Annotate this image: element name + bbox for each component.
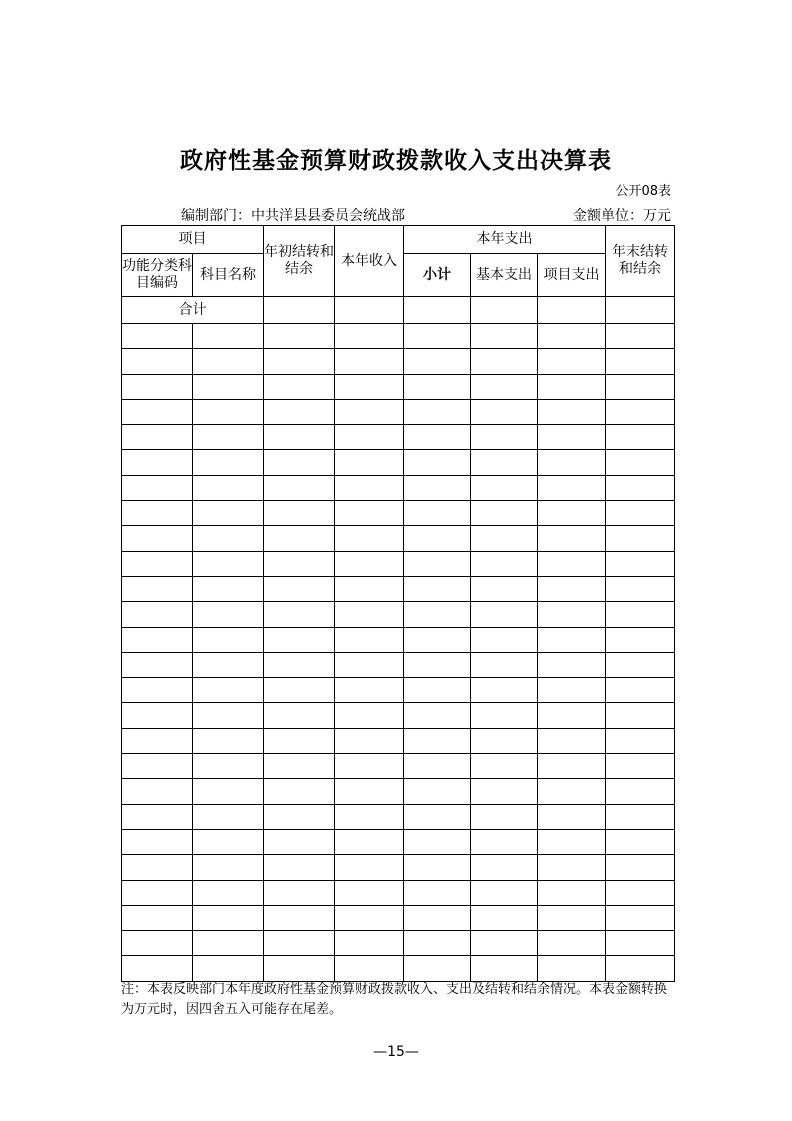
table-row <box>122 652 675 677</box>
table-cell <box>335 703 404 728</box>
table-cell <box>404 349 471 374</box>
table-cell <box>404 399 471 424</box>
table-cell <box>264 450 335 475</box>
table-cell <box>471 728 538 753</box>
table-cell <box>193 627 264 652</box>
table-cell <box>122 804 193 829</box>
header-row-1 <box>122 226 675 254</box>
table-cell <box>606 678 675 703</box>
table-cell <box>193 956 264 981</box>
table-cell <box>264 501 335 526</box>
table-cell <box>335 804 404 829</box>
table-cell <box>404 602 471 627</box>
table-cell <box>122 829 193 854</box>
table-cell <box>471 349 538 374</box>
header-project-expense: 项目支出 <box>538 254 606 297</box>
table-cell <box>122 754 193 779</box>
table-cell <box>193 931 264 956</box>
table-cell <box>193 829 264 854</box>
table-cell <box>264 399 335 424</box>
table-cell <box>538 804 606 829</box>
table-cell <box>538 627 606 652</box>
table-cell <box>264 880 335 905</box>
table-cell <box>122 627 193 652</box>
table-cell <box>264 855 335 880</box>
table-cell <box>538 855 606 880</box>
table-cell <box>193 779 264 804</box>
header-func-code: 功能分类科目编码 <box>122 254 193 297</box>
table-cell <box>538 956 606 981</box>
table-cell <box>538 399 606 424</box>
table-cell <box>606 450 675 475</box>
table-cell <box>404 905 471 930</box>
table-cell <box>606 829 675 854</box>
table-cell <box>335 779 404 804</box>
table-cell <box>122 678 193 703</box>
table-cell <box>538 324 606 349</box>
header-basic-expense: 基本支出 <box>471 254 538 297</box>
table-cell <box>122 905 193 930</box>
table-cell <box>335 576 404 601</box>
table-row <box>122 880 675 905</box>
table-cell <box>471 905 538 930</box>
table-cell <box>538 652 606 677</box>
page-number: —15— <box>373 1044 419 1060</box>
table-row <box>122 551 675 576</box>
table-cell <box>606 728 675 753</box>
table-cell <box>538 880 606 905</box>
table-cell <box>193 576 264 601</box>
table-row <box>122 475 675 500</box>
table-cell <box>264 804 335 829</box>
table-cell <box>538 829 606 854</box>
table-cell <box>606 399 675 424</box>
table-cell <box>404 501 471 526</box>
table-cell <box>606 627 675 652</box>
table-cell <box>471 678 538 703</box>
table-cell <box>538 931 606 956</box>
form-number: 公开08表 <box>615 184 671 199</box>
table-cell <box>471 779 538 804</box>
budget-table <box>121 225 675 982</box>
table-cell <box>538 349 606 374</box>
table-cell <box>122 779 193 804</box>
table-row <box>122 399 675 424</box>
table-cell <box>471 703 538 728</box>
table-cell <box>264 627 335 652</box>
table-cell <box>538 576 606 601</box>
table-cell <box>471 399 538 424</box>
table-cell <box>264 779 335 804</box>
table-row <box>122 678 675 703</box>
table-cell <box>404 829 471 854</box>
table-cell <box>335 627 404 652</box>
table-cell <box>335 829 404 854</box>
table-cell <box>606 754 675 779</box>
table-cell <box>264 703 335 728</box>
table-cell <box>471 475 538 500</box>
table-cell <box>538 703 606 728</box>
header-subject-name: 科目名称 <box>193 254 264 297</box>
table-cell <box>471 576 538 601</box>
table-cell <box>264 425 335 450</box>
table-cell <box>404 324 471 349</box>
table-row <box>122 779 675 804</box>
table-cell <box>404 804 471 829</box>
page-title: 政府性基金预算财政拨款收入支出决算表 <box>180 148 612 174</box>
table-cell <box>404 728 471 753</box>
table-row <box>122 804 675 829</box>
table-cell <box>538 905 606 930</box>
table-cell <box>264 602 335 627</box>
department-label: 编制部门：中共洋县县委员会统战部 <box>181 208 405 224</box>
table-cell <box>264 905 335 930</box>
table-cell <box>193 526 264 551</box>
table-cell <box>335 551 404 576</box>
table-cell <box>264 728 335 753</box>
footnote: 注：本表反映部门本年度政府性基金预算财政拨款收入、支出及结转和结余情况。本表金额转换为万元时，因四舍五入可能存在尾差。 <box>121 982 668 1017</box>
table-cell <box>335 754 404 779</box>
table-cell <box>335 475 404 500</box>
table-cell <box>122 855 193 880</box>
table-cell <box>471 297 538 324</box>
total-row <box>122 297 675 324</box>
table-cell <box>193 754 264 779</box>
table-cell <box>193 855 264 880</box>
table-cell <box>122 602 193 627</box>
table-cell <box>122 399 193 424</box>
table-row <box>122 425 675 450</box>
table-cell <box>538 501 606 526</box>
table-cell <box>122 450 193 475</box>
table-cell <box>335 931 404 956</box>
table-cell <box>122 576 193 601</box>
table-row <box>122 728 675 753</box>
table-cell <box>122 652 193 677</box>
table-cell <box>193 425 264 450</box>
table-cell <box>264 297 335 324</box>
table-row <box>122 349 675 374</box>
table-cell <box>335 324 404 349</box>
table-cell <box>264 678 335 703</box>
table-cell <box>264 475 335 500</box>
table-cell <box>264 754 335 779</box>
table-cell <box>538 602 606 627</box>
table-cell <box>264 652 335 677</box>
table-row <box>122 450 675 475</box>
table-cell <box>606 501 675 526</box>
table-cell <box>404 475 471 500</box>
table-cell <box>404 956 471 981</box>
table-cell <box>606 374 675 399</box>
table-cell <box>404 297 471 324</box>
table-cell <box>335 602 404 627</box>
table-cell <box>193 880 264 905</box>
table-cell <box>193 349 264 374</box>
table-cell <box>404 374 471 399</box>
table-cell <box>335 501 404 526</box>
table-cell <box>122 475 193 500</box>
table-row <box>122 602 675 627</box>
table-cell <box>122 956 193 981</box>
table-row <box>122 576 675 601</box>
table-cell <box>404 425 471 450</box>
table-row <box>122 526 675 551</box>
table-cell <box>606 956 675 981</box>
table-cell <box>538 526 606 551</box>
table-cell <box>606 349 675 374</box>
table-cell <box>404 576 471 601</box>
table-cell <box>606 880 675 905</box>
table-cell <box>606 576 675 601</box>
table-cell <box>471 652 538 677</box>
table-cell <box>264 829 335 854</box>
table-cell <box>538 551 606 576</box>
total-label: 合计 <box>122 297 264 324</box>
table-cell <box>335 425 404 450</box>
table-cell <box>471 855 538 880</box>
table-cell <box>122 501 193 526</box>
table-row <box>122 627 675 652</box>
table-cell <box>264 551 335 576</box>
table-cell <box>538 754 606 779</box>
table-cell <box>538 297 606 324</box>
table-cell <box>193 905 264 930</box>
table-cell <box>471 931 538 956</box>
table-cell <box>122 349 193 374</box>
table-cell <box>335 855 404 880</box>
table-cell <box>471 627 538 652</box>
table-cell <box>538 779 606 804</box>
table-cell <box>538 475 606 500</box>
table-cell <box>404 526 471 551</box>
table-cell <box>193 804 264 829</box>
table-cell <box>538 374 606 399</box>
table-cell <box>264 526 335 551</box>
header-begin-balance: 年初结转和结余 <box>264 226 335 297</box>
table-cell <box>404 931 471 956</box>
table-cell <box>606 526 675 551</box>
table-row <box>122 905 675 930</box>
table-cell <box>122 728 193 753</box>
table-cell <box>264 349 335 374</box>
table-cell <box>335 678 404 703</box>
table-cell <box>122 703 193 728</box>
table-cell <box>193 551 264 576</box>
table-cell <box>335 297 404 324</box>
table-cell <box>193 374 264 399</box>
table-cell <box>606 804 675 829</box>
table-cell <box>122 526 193 551</box>
table-row <box>122 501 675 526</box>
table-cell <box>606 324 675 349</box>
table-row <box>122 956 675 981</box>
table-row <box>122 855 675 880</box>
table-cell <box>606 602 675 627</box>
table-cell <box>606 905 675 930</box>
table-cell <box>335 399 404 424</box>
table-cell <box>606 551 675 576</box>
table-cell <box>122 551 193 576</box>
table-cell <box>404 754 471 779</box>
table-cell <box>335 526 404 551</box>
table-row <box>122 829 675 854</box>
table-cell <box>193 475 264 500</box>
table-cell <box>193 501 264 526</box>
table-row <box>122 324 675 349</box>
table-cell <box>264 324 335 349</box>
header-current-income: 本年收入 <box>335 226 404 297</box>
table-cell <box>264 576 335 601</box>
table-cell <box>606 779 675 804</box>
table-cell <box>404 703 471 728</box>
table-cell <box>193 324 264 349</box>
table-cell <box>471 602 538 627</box>
table-cell <box>471 324 538 349</box>
table-row <box>122 754 675 779</box>
table-cell <box>122 374 193 399</box>
table-cell <box>404 678 471 703</box>
table-cell <box>122 880 193 905</box>
table-cell <box>471 880 538 905</box>
table-row <box>122 703 675 728</box>
table-cell <box>264 956 335 981</box>
table-cell <box>606 703 675 728</box>
table-cell <box>404 627 471 652</box>
table-cell <box>335 374 404 399</box>
table-row <box>122 931 675 956</box>
table-cell <box>606 425 675 450</box>
header-subtotal: 小计 <box>404 254 471 297</box>
table-cell <box>122 425 193 450</box>
unit-label: 金额单位：万元 <box>573 208 671 224</box>
table-cell <box>606 855 675 880</box>
table-cell <box>193 728 264 753</box>
table-cell <box>193 652 264 677</box>
table-cell <box>471 450 538 475</box>
table-cell <box>335 349 404 374</box>
table-cell <box>335 450 404 475</box>
table-cell <box>193 602 264 627</box>
table-cell <box>264 931 335 956</box>
table-cell <box>471 551 538 576</box>
header-current-expense: 本年支出 <box>404 226 606 254</box>
table-cell <box>404 880 471 905</box>
table-cell <box>335 652 404 677</box>
header-item: 项目 <box>122 226 264 254</box>
table-cell <box>335 880 404 905</box>
table-cell <box>193 399 264 424</box>
table-cell <box>404 450 471 475</box>
table-cell <box>471 425 538 450</box>
table-cell <box>538 728 606 753</box>
table-cell <box>606 931 675 956</box>
table-cell <box>193 703 264 728</box>
table-cell <box>471 374 538 399</box>
table-cell <box>335 905 404 930</box>
table-row <box>122 374 675 399</box>
table-cell <box>122 931 193 956</box>
table-cell <box>606 652 675 677</box>
table-cell <box>404 652 471 677</box>
table-cell <box>471 501 538 526</box>
table-cell <box>471 804 538 829</box>
table-cell <box>335 728 404 753</box>
table-cell <box>264 374 335 399</box>
table-cell <box>404 779 471 804</box>
table-cell <box>193 450 264 475</box>
table-cell <box>404 551 471 576</box>
table-cell <box>471 956 538 981</box>
table-cell <box>538 450 606 475</box>
table-cell <box>471 829 538 854</box>
table-cell <box>471 754 538 779</box>
table-cell <box>404 855 471 880</box>
table-cell <box>471 526 538 551</box>
header-end-balance: 年末结转和结余 <box>606 226 675 297</box>
table-cell <box>538 425 606 450</box>
table-cell <box>538 678 606 703</box>
table-body <box>122 324 675 982</box>
table-cell <box>193 678 264 703</box>
table-cell <box>122 324 193 349</box>
table-cell <box>606 297 675 324</box>
table-cell <box>606 475 675 500</box>
table-cell <box>335 956 404 981</box>
